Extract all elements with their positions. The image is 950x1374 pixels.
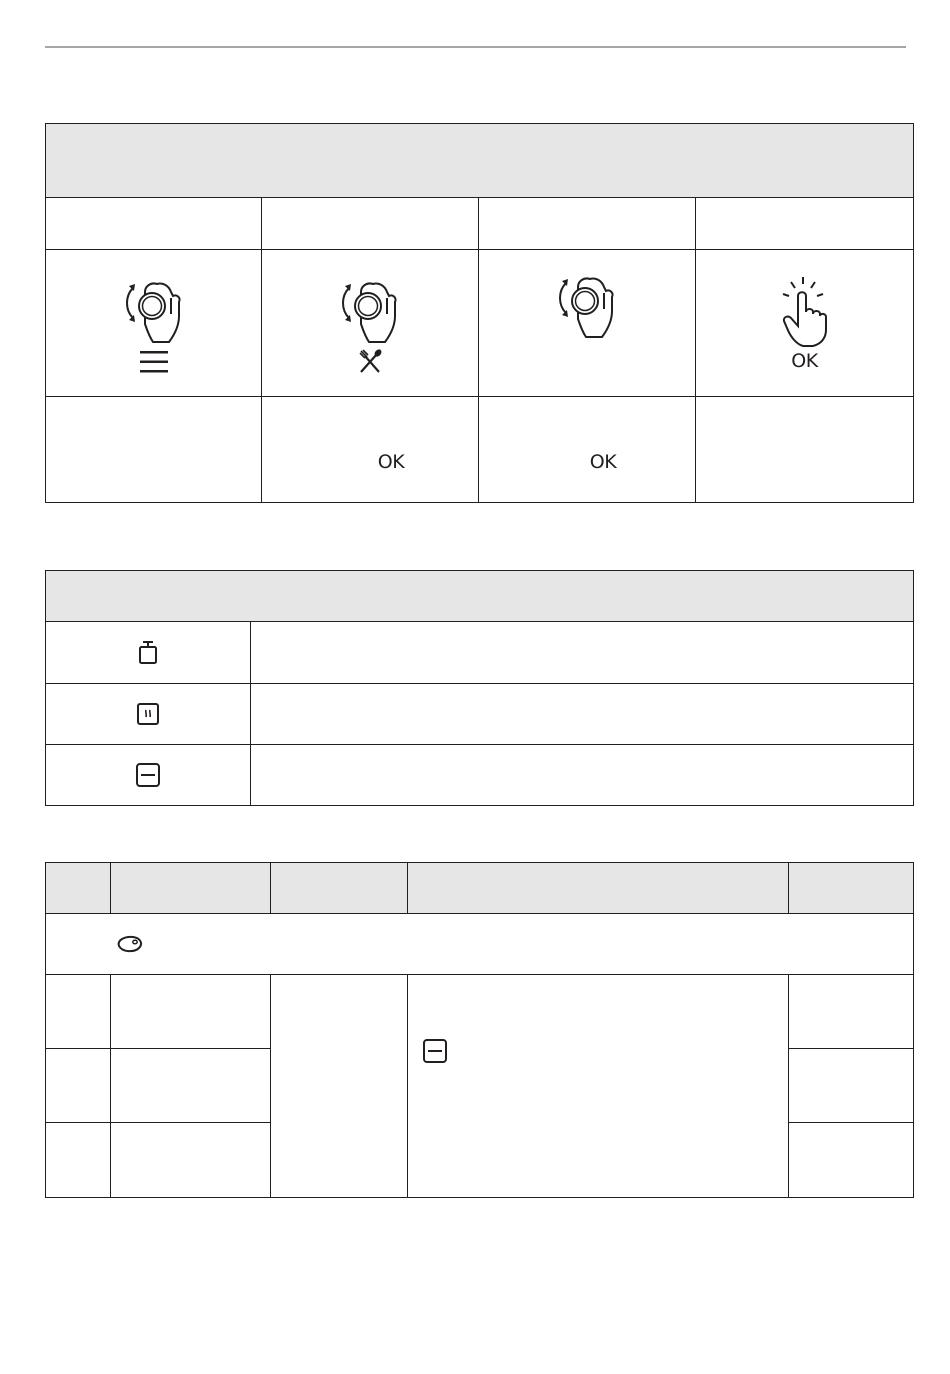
cooking-header-cell-5 <box>789 863 914 914</box>
cooking-cell-merged-c3 <box>271 975 408 1198</box>
cooking-cell-r2-c5 <box>789 1049 914 1123</box>
step-text-cell-4 <box>696 397 914 503</box>
turn-knob-icon <box>335 272 405 346</box>
ok-label: OK <box>791 349 818 372</box>
legend-table-header <box>46 571 914 622</box>
legend-icon-cell-1 <box>46 622 251 684</box>
step-icon-cell-2 <box>262 250 479 397</box>
cooking-cell-r3-c2 <box>111 1123 271 1198</box>
procedure-table <box>45 123 914 503</box>
turn-knob-icon <box>552 267 622 341</box>
cooking-cell-merged-c4 <box>408 975 789 1198</box>
cooking-cell-r1-c2 <box>111 975 271 1049</box>
cooking-cell-r2-c2 <box>111 1049 271 1123</box>
cooking-cell-r1-c5 <box>789 975 914 1049</box>
cooking-header-cell-2 <box>111 863 271 914</box>
turn-knob-icon <box>119 272 189 346</box>
step-icon-cell-4 <box>696 250 914 397</box>
cooking-header-cell-3 <box>271 863 408 914</box>
legend-table <box>45 570 914 806</box>
press-finger-icon <box>775 276 835 348</box>
step-text-cell-2 <box>262 397 479 503</box>
legend-text-cell-2 <box>251 684 914 745</box>
legend-text-cell-3 <box>251 745 914 806</box>
fork-spoon-icon <box>357 348 383 374</box>
step-label-cell-3 <box>479 198 696 250</box>
step-label-cell-2 <box>262 198 479 250</box>
page-top-rule <box>45 46 906 48</box>
legend-icon-cell-3 <box>46 745 251 806</box>
legend-icon-cell-2 <box>46 684 251 745</box>
cooking-header-cell-1 <box>46 863 111 914</box>
cooking-cell-r3-c5 <box>789 1123 914 1198</box>
bottom-heat-icon <box>135 762 161 788</box>
cooking-header-cell-4 <box>408 863 789 914</box>
cooking-category-row <box>46 914 914 975</box>
cooking-table <box>45 862 914 1198</box>
cooking-cell-r2-c1 <box>46 1049 111 1123</box>
top-bottom-heat-icon <box>136 702 160 726</box>
bottom-heat-icon <box>422 1038 448 1064</box>
step-icon-cell-1 <box>46 250 262 397</box>
ok-label: OK <box>589 451 617 473</box>
procedure-table-header <box>46 124 914 198</box>
timer-icon <box>137 640 159 666</box>
ok-label: OK <box>377 451 405 473</box>
meat-steak-icon <box>115 934 145 954</box>
step-text-cell-3 <box>479 397 696 503</box>
cooking-cell-r1-c1 <box>46 975 111 1049</box>
step-icon-cell-3 <box>479 250 696 397</box>
legend-text-cell-1 <box>251 622 914 684</box>
step-text-cell-1 <box>46 397 262 503</box>
menu-icon <box>139 350 169 374</box>
step-label-cell-4 <box>696 198 914 250</box>
cooking-cell-r3-c1 <box>46 1123 111 1198</box>
step-label-cell-1 <box>46 198 262 250</box>
